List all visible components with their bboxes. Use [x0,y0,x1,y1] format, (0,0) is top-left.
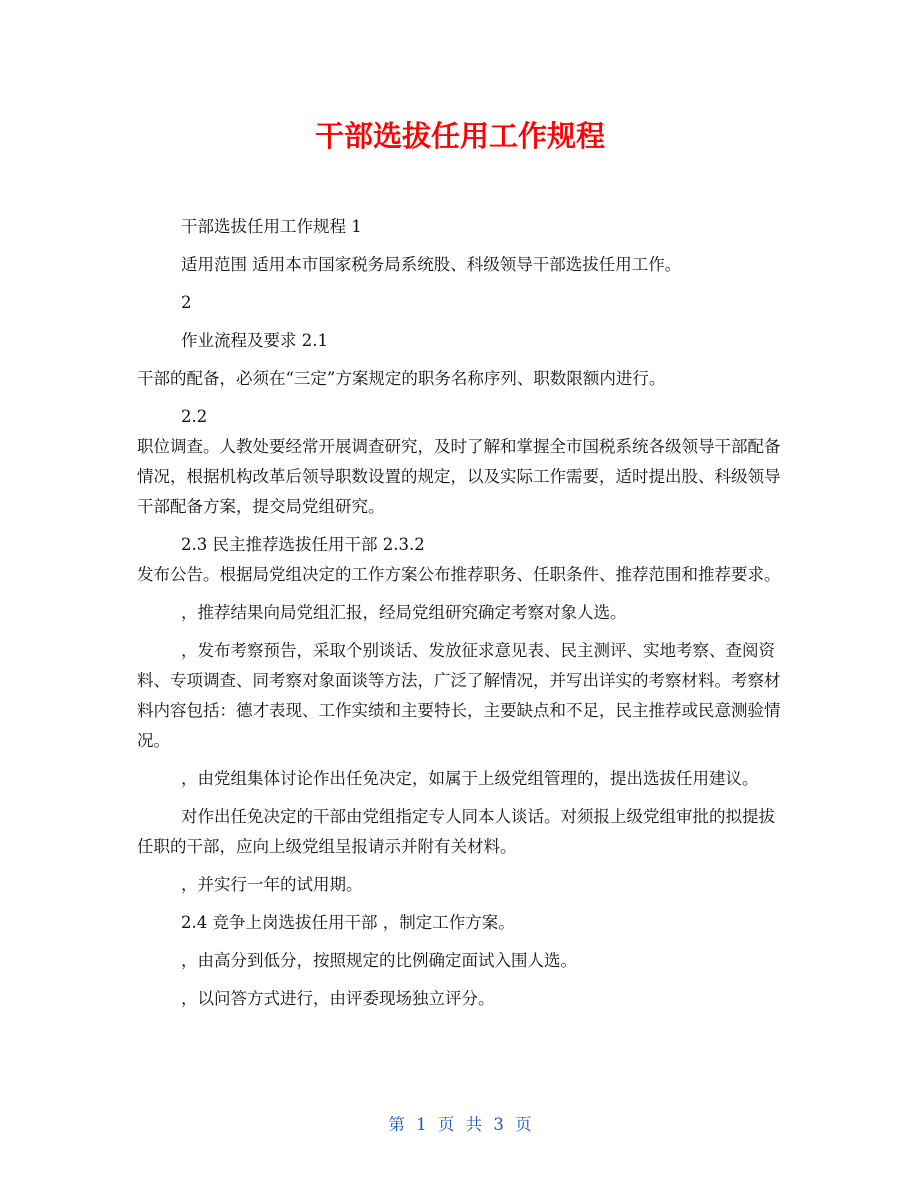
paragraph-section-2-3: 2.3 民主推荐选拔任用干部 2.3.2 [181,535,425,554]
paragraph-probation: ，并实行一年的试用期。 [181,875,363,894]
paragraph-section-2: 2 [181,293,192,312]
paragraph-heading-1: 干部选拔任用工作规程 1 [181,217,362,236]
paragraph-scope: 适用范围 适用本市国家税务局系统股、科级领导干部选拔任用工作。 [181,255,682,274]
paragraph-written-exam: ，由高分到低分，按照规定的比例确定面试入围人选。 [181,951,577,970]
paragraph-inspection: ，发布考察预告，采取个别谈话、发放征求意见表、民主测评、实地考察、查阅资料、专项调查、同考察对象面谈等方法，广泛了解情况，并写出详实的考察材料。考察材料内容包括：德才表现、工作实绩和主要特长，主要缺点和不足，民主推荐或民意测验情况。 [137,641,781,750]
paragraph-interview: ，以问答方式进行，由评委现场独立评分。 [181,989,495,1008]
paragraph-recommendation-result: ，推荐结果向局党组汇报，经局党组研究确定考察对象人选。 [181,603,627,622]
paragraph-decision: ，由党组集体讨论作出任免决定，如属于上级党组管理的，提出选拔任用建议。 [181,769,759,788]
paragraph-section-2-4: 2.4 竞争上岗选拔任用干部 ，制定工作方案。 [181,913,515,932]
paragraph-section-2-2: 2.2 [181,407,208,426]
paragraph-announcement: 发布公告。根据局党组决定的工作方案公布推荐职务、任职条件、推荐范围和推荐要求。 [137,565,781,584]
page-number-footer: 第 1 页 共 3 页 [388,1115,532,1134]
paragraph-talk: 对作出任免决定的干部由党组指定专人同本人谈话。对须报上级党组审批的拟提拔任职的干部，应向上级党组呈报请示并附有关材料。 [137,807,775,856]
document-title: 干部选拔任用工作规程 [314,119,605,153]
paragraph-staffing: 干部的配备，必须在“三定”方案规定的职务名称序列、职数限额内进行。 [137,369,666,388]
paragraph-position-survey: 职位调查。人教处要经常开展调查研究，及时了解和掌握全市国税系统各级领导干部配备情况，根据机构改革后领导职数设置的规定，以及实际工作需要，适时提出股、科级领导干部配备方案，提交局党组研究。 [137,437,781,516]
paragraph-process-heading: 作业流程及要求 2.1 [181,331,328,350]
document-body [137,212,787,1014]
